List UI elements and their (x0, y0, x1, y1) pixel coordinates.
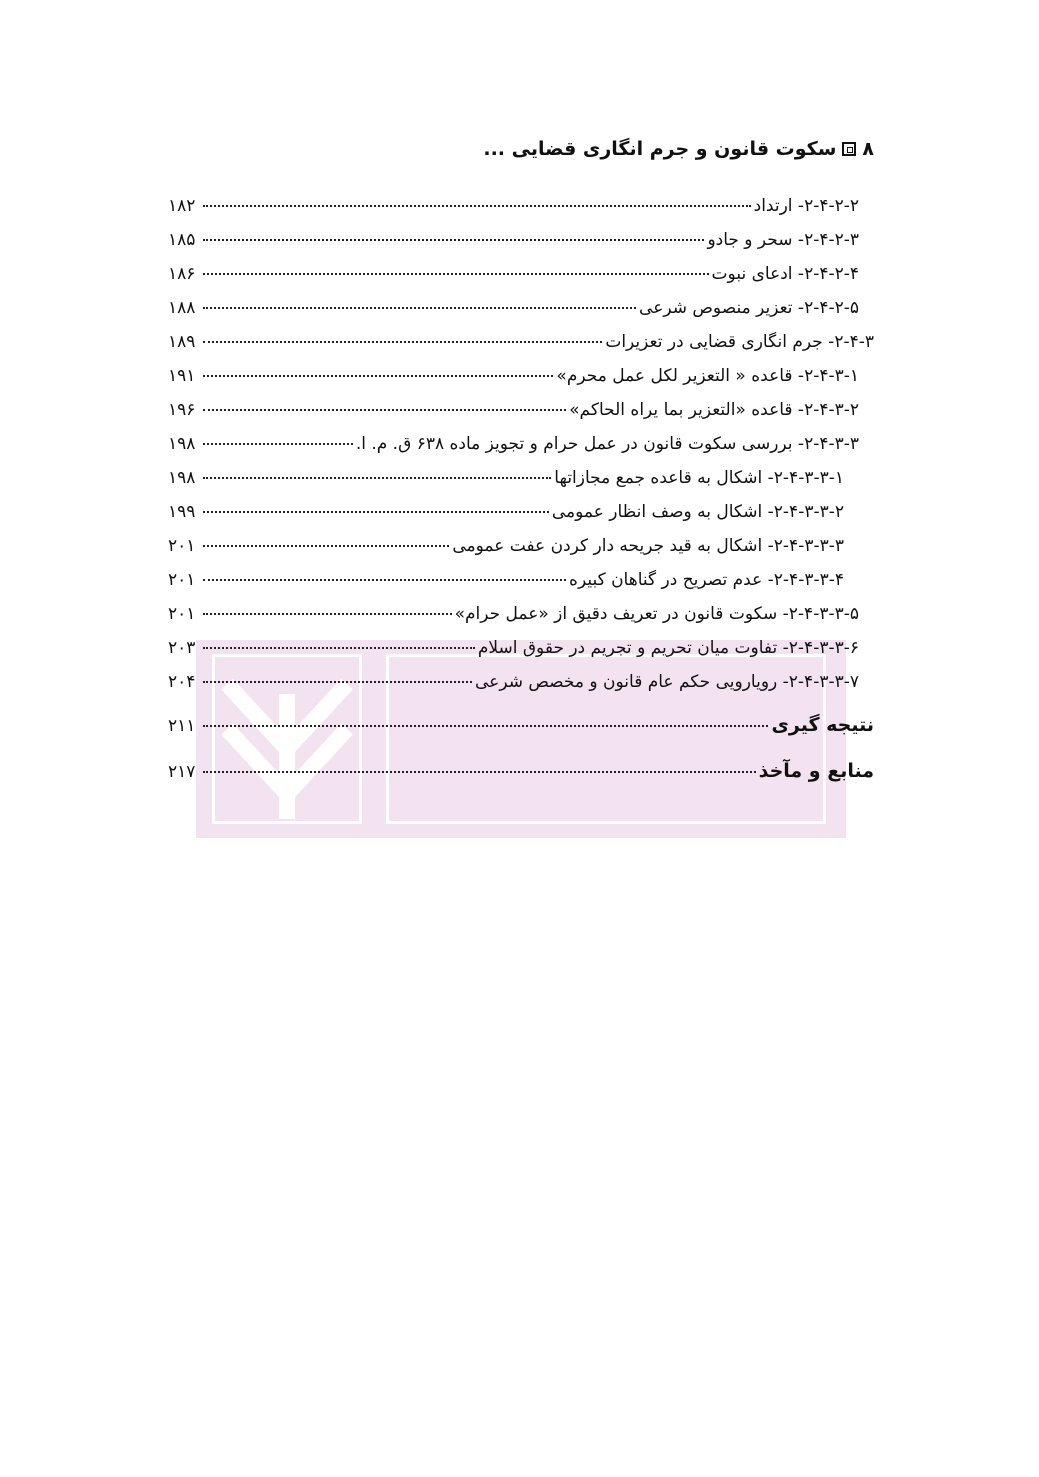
toc-entry-page: ۱۹۶ (168, 400, 196, 420)
toc-leader-dots (203, 511, 549, 513)
toc-entry-title: ۲-۴-۳-۲- قاعده «التعزیر بما یراه الحاکم» (569, 400, 859, 420)
toc-entry[interactable] (168, 332, 874, 366)
table-of-contents (168, 196, 874, 806)
toc-entry-title: ۲-۴-۳-۱- قاعده « التعزیر لکل عمل محرم» (556, 366, 859, 386)
toc-leader-dots (203, 273, 709, 275)
toc-entry-title: ۲-۴-۳- جرم انگاری قضایی در تعزیرات (605, 332, 874, 352)
toc-entry-title: ۲-۴-۲-۳- سحر و جادو (707, 230, 859, 250)
toc-entry[interactable] (168, 298, 874, 332)
toc-entry[interactable] (168, 264, 874, 298)
toc-leader-dots (203, 579, 566, 581)
toc-entry-title: ۲-۴-۳-۳-۴- عدم تصریح در گناهان کبیره (569, 570, 844, 590)
toc-entry-page: ۱۸۵ (168, 230, 196, 250)
toc-entry[interactable] (168, 196, 874, 230)
toc-entry[interactable] (168, 672, 874, 706)
toc-entry-page: ۱۹۱ (168, 366, 196, 386)
toc-leader-dots (203, 341, 602, 343)
toc-leader-dots (203, 725, 768, 727)
toc-entry[interactable] (168, 570, 874, 604)
toc-entry-page: ۱۸۶ (168, 264, 196, 284)
toc-entry[interactable] (168, 400, 874, 434)
toc-leader-dots (203, 443, 353, 445)
toc-entry-title: ۲-۴-۲-۴- ادعای نبوت (711, 264, 859, 284)
toc-entry-page: ۱۹۸ (168, 468, 196, 488)
page-header (483, 138, 874, 160)
toc-leader-dots (203, 239, 704, 241)
toc-leader-dots (203, 545, 449, 547)
toc-entry[interactable] (168, 638, 874, 672)
toc-leader-dots (203, 771, 756, 773)
toc-entry-page: ۲۰۳ (168, 638, 196, 658)
toc-leader-dots (203, 681, 472, 683)
toc-leader-dots (203, 205, 751, 207)
toc-entry-page: ۱۸۲ (168, 196, 196, 216)
square-box-icon (842, 142, 856, 156)
toc-entry-title: ۲-۴-۳-۳-۶- تفاوت میان تحریم و تجریم در حقوق اسلام (477, 638, 859, 658)
toc-entry-page: ۱۸۸ (168, 298, 196, 318)
toc-leader-dots (203, 307, 636, 309)
toc-entry-title: ۲-۴-۲-۲- ارتداد (753, 196, 859, 216)
toc-entry-title: ۲-۴-۳-۳-۲- اشکال به وصف انظار عمومی (551, 502, 844, 522)
toc-entry[interactable] (168, 536, 874, 570)
running-title: سکوت قانون و جرم انگاری قضایی ... (483, 138, 837, 160)
toc-entry-page: ۲۱۷ (168, 762, 196, 782)
toc-entry-title: ۲-۴-۳-۳-۱- اشکال به قاعده جمع مجازاتها (554, 468, 844, 488)
toc-entry-title: نتیجه گیری (771, 714, 874, 736)
toc-entry-title: ۲-۴-۳-۳-۳- اشکال به قید جریحه دار کردن عفت عمومی (452, 536, 844, 556)
toc-entry[interactable] (168, 760, 874, 806)
toc-entry-page: ۲۱۱ (168, 716, 196, 736)
toc-leader-dots (203, 375, 553, 377)
toc-entry[interactable] (168, 434, 874, 468)
toc-entry-page: ۱۹۹ (168, 502, 196, 522)
toc-entry[interactable] (168, 502, 874, 536)
toc-entry[interactable] (168, 604, 874, 638)
toc-entry-title: منابع و مآخذ (758, 760, 874, 782)
toc-entry-title: ۲-۴-۲-۵- تعزیر منصوص شرعی (639, 298, 859, 318)
toc-entry[interactable] (168, 714, 874, 760)
toc-leader-dots (203, 613, 452, 615)
toc-entry-page: ۱۸۹ (168, 332, 196, 352)
toc-leader-dots (203, 409, 566, 411)
toc-leader-dots (203, 477, 551, 479)
toc-entry[interactable] (168, 366, 874, 400)
toc-entry-title: ۲-۴-۳-۳-۷- رویارویی حکم عام قانون و مخصص شرعی (475, 672, 859, 692)
toc-entry-page: ۲۰۴ (168, 672, 196, 692)
toc-entry-page: ۲۰۱ (168, 536, 196, 556)
page-number: ۸ (862, 138, 874, 160)
toc-entry-title: ۲-۴-۳-۳- بررسی سکوت قانون در عمل حرام و تجویز ماده ۶۳۸ ق. م. ا. (355, 434, 859, 454)
toc-entry-page: ۲۰۱ (168, 570, 196, 590)
toc-entry[interactable] (168, 468, 874, 502)
toc-entry-title: ۲-۴-۳-۳-۵- سکوت قانون در تعریف دقیق از «عمل حرام» (454, 604, 859, 624)
toc-entry-page: ۱۹۸ (168, 434, 196, 454)
toc-leader-dots (203, 647, 475, 649)
toc-entry[interactable] (168, 230, 874, 264)
toc-entry-page: ۲۰۱ (168, 604, 196, 624)
